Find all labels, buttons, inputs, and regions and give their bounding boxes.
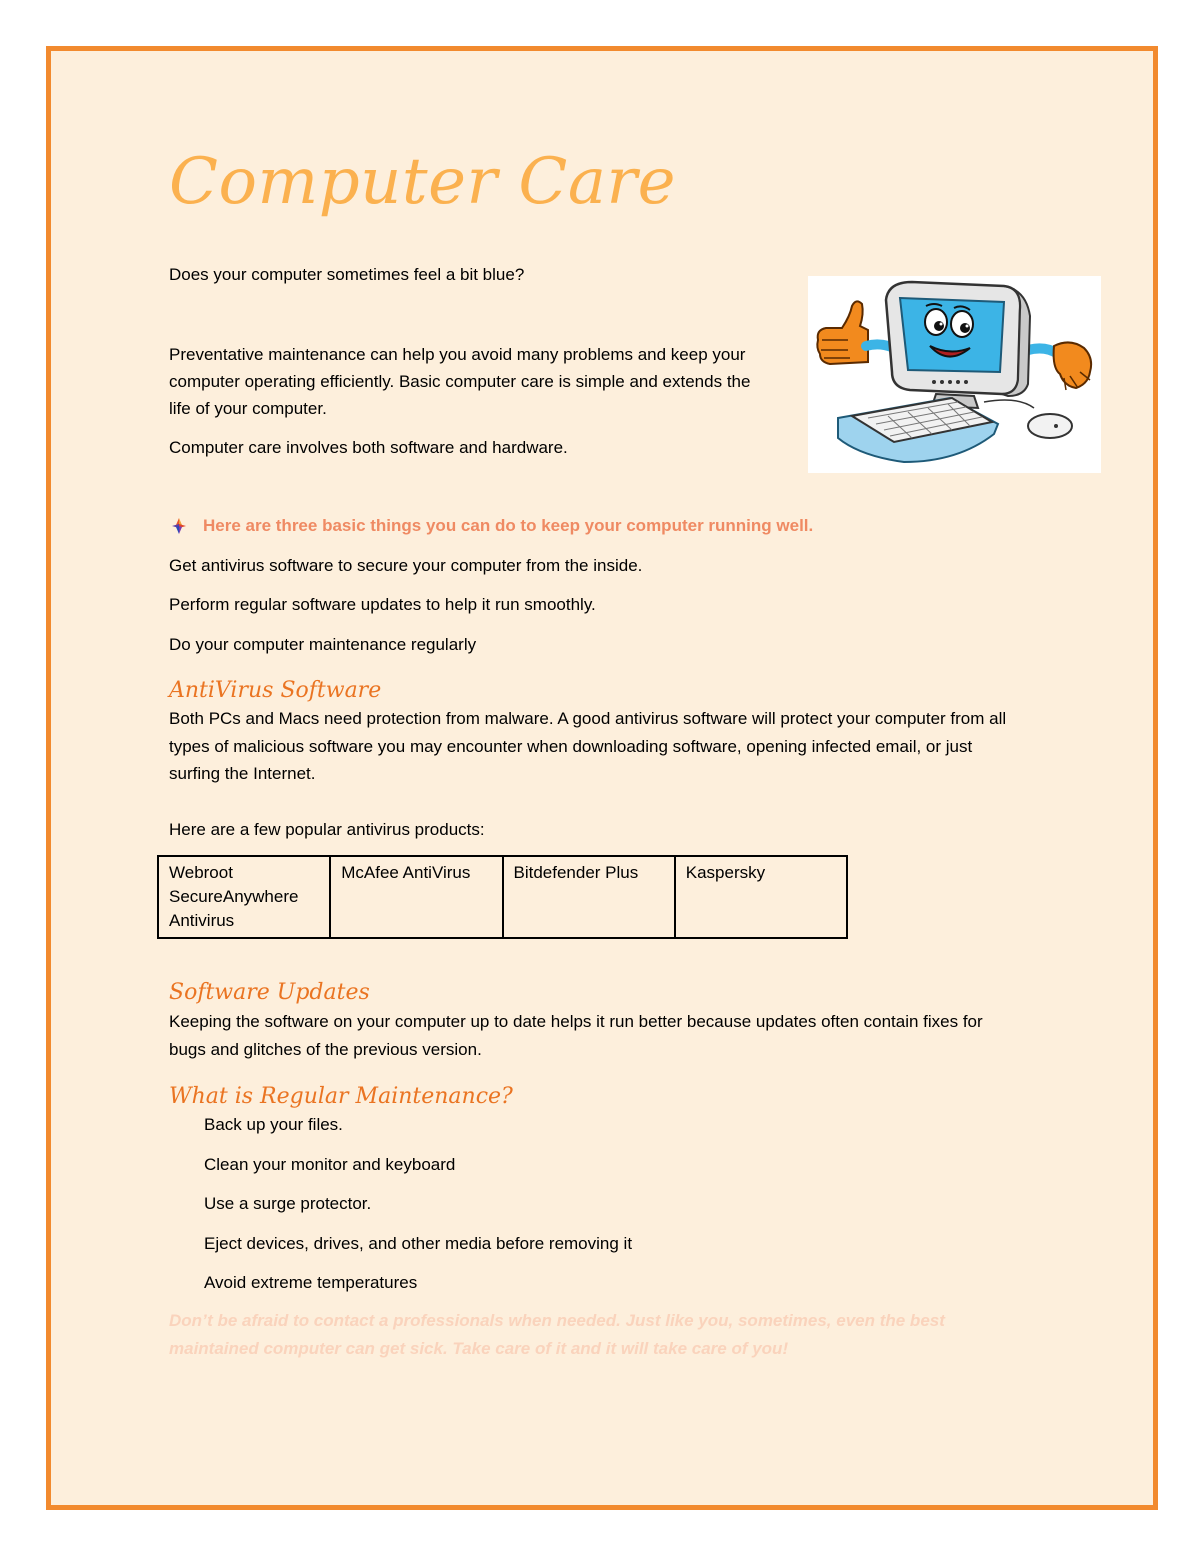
product-cell [503,856,675,938]
thumbs-up-hand-icon [817,301,868,364]
product-name: Webroot SecureAnywhere Antivirus [169,863,299,930]
list-item: Use a surge protector. [204,1194,372,1213]
antivirus-heading: AntiVirus Software [169,678,382,703]
intro-question: Does your computer sometimes feel a bit blue? [169,265,525,284]
maintenance-list [204,1111,632,1309]
tip-item: Do your computer maintenance regularly [169,635,477,654]
diamond-bullet-icon [169,516,189,536]
updates-heading: Software Updates [169,980,370,1005]
cartoon-computer-icon [808,276,1101,473]
maintenance-heading: What is Regular Maintenance? [169,1084,513,1109]
updates-paragraph: Keeping the software on your computer up to date helps it run better because updates often contain fixes for bugs and glitches of the previous version. [169,1012,983,1059]
antivirus-paragraph: Both PCs and Macs need protection from malware. A good antivirus software will protect your computer from all types of malicious software you may encounter when downloading software, opening infected email, or just surfing the Internet. [169,709,1007,783]
list-item: Avoid extreme temperatures [204,1273,418,1292]
intro-involves: Computer care involves both software and hardware. [169,438,568,457]
tip-item: Perform regular software updates to help it run smoothly. [169,595,596,614]
product-cell [158,856,330,938]
list-item: Eject devices, drives, and other media before removing it [204,1233,633,1253]
open-hand-icon [1054,342,1092,390]
product-name: McAfee AntiVirus [341,863,471,882]
products-intro: Here are a few popular antivirus products: [169,820,485,839]
table-row [158,856,847,938]
tips-heading: Here are three basic things you can do to keep your computer running well. [203,516,814,535]
document-title: Computer Care [169,145,676,219]
antivirus-products-table [157,855,848,939]
tip-item: Get antivirus software to secure your computer from the inside. [169,556,643,575]
intro-block [169,341,769,461]
product-cell [330,856,502,938]
product-cell [675,856,847,938]
list-item: Clean your monitor and keyboard [204,1154,456,1174]
list-item: Back up your files. [204,1115,343,1134]
tips-heading-line [169,513,813,539]
product-name: Bitdefender Plus [513,863,639,882]
product-name: Kaspersky [685,863,766,882]
intro-paragraph: Preventative maintenance can help you avoid many problems and keep your computer operating efficiently. Basic computer care is simple and extends the life of your computer. [169,345,751,418]
closing-note: Don’t be afraid to contact a professionals when needed. Just like you, sometimes, even the best maintained computer can get sick. Take care of it and it will take care of you! [169,1311,945,1358]
